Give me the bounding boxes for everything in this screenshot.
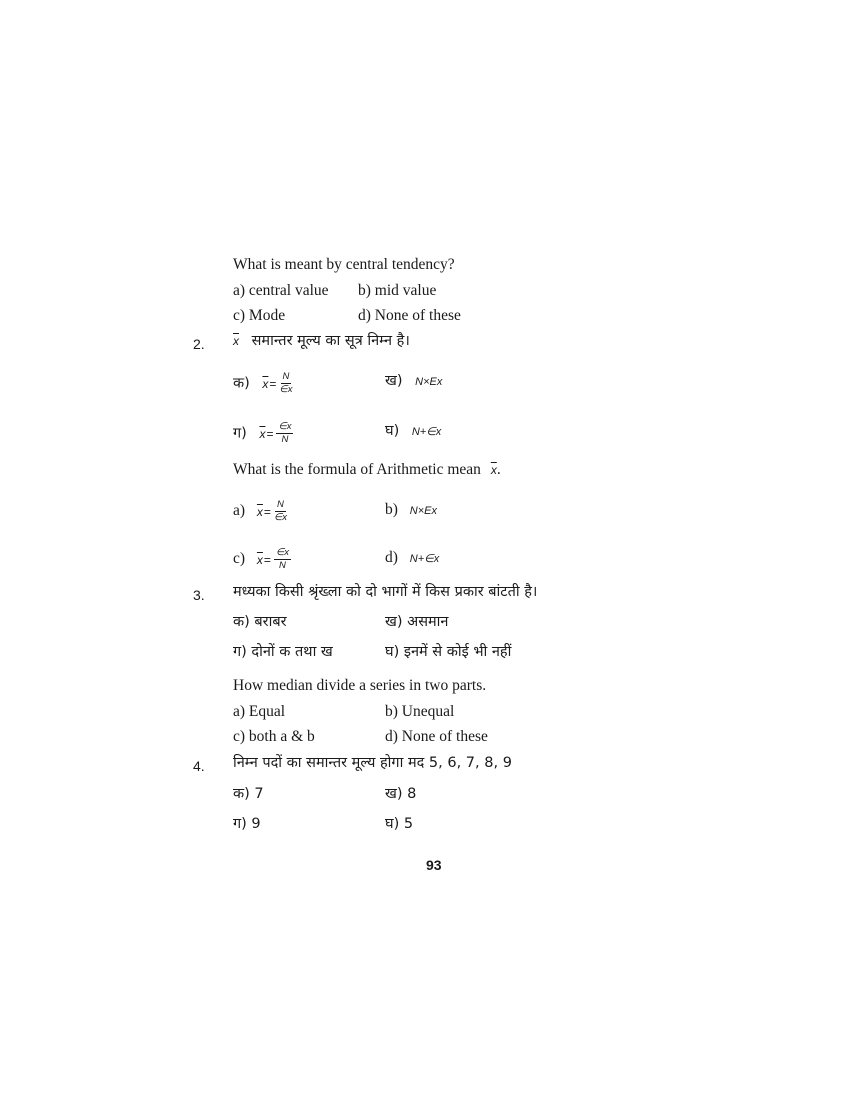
q3-option-d: d) None of these	[385, 728, 488, 745]
q3-option-gha: घ) इनमें से कोई भी नहीं	[385, 644, 512, 660]
q1-option-d: d) None of these	[358, 307, 461, 324]
q4-option-kha: ख) 8	[385, 786, 417, 802]
q4-option-ka: क) 7	[233, 786, 264, 802]
formula-mean-sum-over-n: $\overline{x}$ = $\frac{\in x}{N}$	[256, 547, 289, 571]
q2-option-b: b) N×Ex	[385, 501, 438, 518]
q2-option-c: c) $\overline{x}$ = $\frac{\in x}{N}$	[233, 547, 289, 571]
q3-option-a: a) Equal	[233, 703, 286, 720]
q2-option-ka: क) $\overline{x}$ = $\frac{N}{\in x}$	[233, 371, 293, 395]
q2-question-hi: $\overline{x}$ समान्तर मूल्य का सूत्र निम्न है।	[233, 333, 410, 349]
formula-mean-sum-over-n: $\overline{x}$ = $\frac{\in x}{N}$	[259, 421, 292, 445]
page-number: 93	[426, 857, 442, 873]
formula-mean-n-over-sum: $\overline{x}$ = $\frac{N}{\in x}$	[256, 499, 287, 523]
q1-option-a: a) central value	[233, 282, 329, 299]
formula-n-times-ex: N×Ex	[415, 376, 443, 388]
q4-number: 4.	[193, 758, 205, 774]
q1-option-b: b) mid value	[358, 282, 437, 299]
q2-option-d: d) N+∈x	[385, 549, 440, 566]
formula-n-times-ex: N×Ex	[409, 505, 438, 517]
formula-mean-n-over-sum: $\overline{x}$ = $\frac{N}{\in x}$	[262, 371, 293, 395]
q3-question-hi: मध्यका किसी श्रृंख्ला को दो भागों में किस प्रकार बांटती है।	[233, 584, 538, 600]
q1-question: What is meant by central tendency?	[233, 256, 455, 273]
q3-option-b: b) Unequal	[385, 703, 455, 720]
q3-number: 3.	[193, 587, 205, 603]
formula-n-plus-sum: N+∈x	[409, 553, 440, 565]
q2-number: 2.	[193, 336, 205, 352]
q3-option-ka: क) बराबर	[233, 614, 287, 630]
q4-question-hi: निम्न पदों का समान्तर मूल्य होगा मद 5, 6, 7, 8, 9	[233, 755, 512, 771]
q4-option-ga: ग) 9	[233, 816, 261, 832]
q2-option-a: a) $\overline{x}$ = $\frac{N}{\in x}$	[233, 499, 287, 523]
q3-option-c: c) both a & b	[233, 728, 315, 745]
q2-question-en: What is the formula of Arithmetic mean $\overline{x}$.	[233, 461, 501, 478]
q2-option-gha: घ) N+∈x	[385, 423, 442, 439]
q2-option-ga: ग) $\overline{x}$ = $\frac{\in x}{N}$	[233, 421, 292, 445]
formula-n-plus-sum: N+∈x	[411, 426, 442, 438]
q3-option-ga: ग) दोनों क तथा ख	[233, 644, 333, 660]
q2-option-kha: ख) N×Ex	[385, 373, 443, 389]
x-bar-symbol: $\overline{x}$	[233, 334, 239, 348]
q3-option-kha: ख) असमान	[385, 614, 449, 630]
q1-option-c: c) Mode	[233, 307, 286, 324]
q3-question-en: How median divide a series in two parts.	[233, 677, 487, 694]
q4-option-gha: घ) 5	[385, 816, 414, 832]
